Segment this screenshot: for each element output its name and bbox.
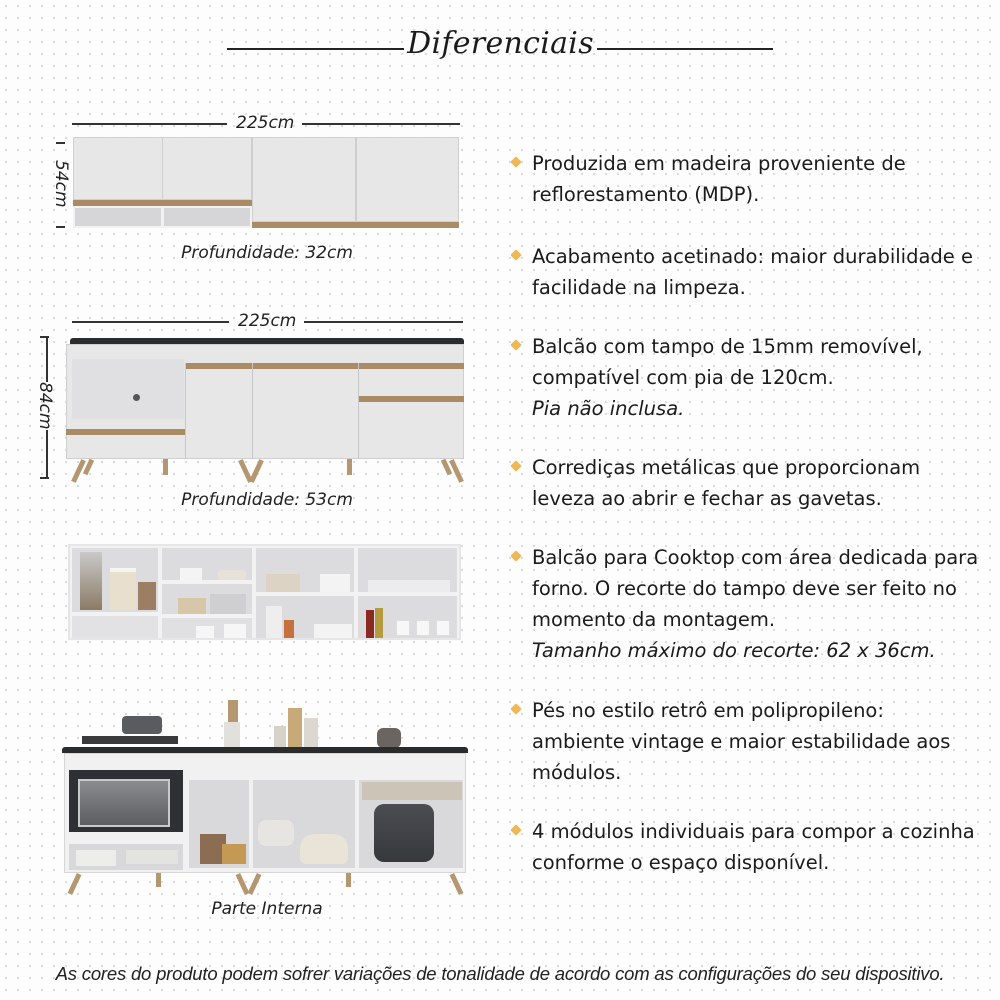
feature-text: Produzida em madeira proveniente de reflorestamento (MDP). xyxy=(532,152,906,206)
upper-depth-caption: Profundidade: 32cm xyxy=(181,243,353,263)
bowl-image xyxy=(224,624,246,638)
width-dimension-line-right xyxy=(302,123,460,125)
diamond-bullet-icon xyxy=(510,824,521,835)
door-3 xyxy=(252,137,356,222)
plates-image xyxy=(218,570,246,580)
upper-height-label: 54cm xyxy=(51,160,71,208)
glass-jar-image xyxy=(266,606,282,638)
diamond-bullet-icon xyxy=(510,339,521,350)
pot-image xyxy=(258,820,294,846)
base-height-label: 84cm xyxy=(35,382,55,430)
feature-text: Pés no estilo retrô em polipropileno: ambiente vintage e maior estabilidade aos módulos. xyxy=(532,699,951,784)
wood-strip-niche xyxy=(66,429,186,435)
diamond-bullet-icon xyxy=(510,249,521,260)
leg xyxy=(163,459,168,475)
compartment xyxy=(72,616,158,638)
door-2 xyxy=(162,137,252,200)
canister-image xyxy=(288,708,302,748)
mug-image xyxy=(396,620,410,636)
utensil-holder-image xyxy=(224,722,240,748)
height-tick-top xyxy=(56,142,65,144)
jar-image xyxy=(110,568,136,610)
leg xyxy=(248,873,262,895)
height-line-bottom xyxy=(46,430,48,478)
air-fryer-image xyxy=(374,804,434,862)
diamond-bullet-icon xyxy=(510,460,521,471)
feature-text: Balcão para Cooktop com área dedicada para forno. O recorte do tampo deve ser feito no momento da montagem. xyxy=(532,546,979,631)
base-cabinet-drawing xyxy=(66,338,466,486)
canister-image xyxy=(274,726,286,748)
bowl-image xyxy=(196,626,214,638)
cups-image xyxy=(266,574,300,592)
feature-note: Tamanho máximo do recorte: 62 x 36cm. xyxy=(532,639,936,662)
bottle-image xyxy=(366,610,374,638)
leg xyxy=(68,873,82,895)
towel-image xyxy=(126,850,178,864)
leg xyxy=(450,873,464,895)
jar-image xyxy=(222,844,246,864)
wood-strip-top xyxy=(186,363,464,369)
section-header xyxy=(0,26,1000,72)
height-tick-top xyxy=(40,336,49,338)
pot-image xyxy=(300,834,348,864)
plates-image xyxy=(314,624,352,638)
canister-image xyxy=(304,718,318,748)
base-open-figure xyxy=(62,694,468,896)
niche-divider xyxy=(161,206,164,228)
feature-text: Corrediças metálicas que proporcionam leveza ao abrir e fechar as gavetas. xyxy=(532,456,921,510)
towel-image xyxy=(76,850,116,866)
cooktop-image xyxy=(82,736,178,744)
shelf-basket xyxy=(362,782,462,800)
utensils-image xyxy=(228,700,238,722)
title-divider-left xyxy=(227,48,404,50)
container-image xyxy=(210,594,246,614)
title-divider-right xyxy=(597,48,773,50)
height-line-top xyxy=(46,336,48,382)
door-seam-3 xyxy=(358,363,359,459)
base-depth-caption: Profundidade: 53cm xyxy=(181,490,353,510)
jar-image xyxy=(138,582,156,610)
leg xyxy=(249,459,264,483)
mug-image xyxy=(416,620,430,636)
interior-caption: Parte Interna xyxy=(211,899,323,919)
feature-text: Balcão com tampo de 15mm removível, compatível com pia de 120cm. xyxy=(532,335,923,389)
door-4 xyxy=(356,137,459,222)
bottle-image xyxy=(375,608,383,638)
page-title: Diferenciais xyxy=(407,26,594,61)
leg xyxy=(156,873,161,887)
glasses-image xyxy=(368,580,450,592)
bowl-image xyxy=(377,728,401,748)
color-disclaimer: As cores do produto podem sofrer variações de tonalidade de acordo com as configurações do seu dispositivo. xyxy=(55,963,945,984)
width-dimension-line-right xyxy=(304,321,463,323)
leg xyxy=(347,459,352,475)
diamond-bullet-icon xyxy=(510,703,521,714)
upper-cabinet-drawing xyxy=(73,137,459,230)
container-image xyxy=(178,598,206,614)
upper-width-label: 225cm xyxy=(236,113,295,133)
wood-strip-bottom xyxy=(252,222,459,228)
feature-note: Pia não inclusa. xyxy=(532,397,685,420)
upper-open-figure xyxy=(68,544,461,640)
blender-image xyxy=(80,552,102,610)
bowls-image xyxy=(180,568,202,582)
door-1 xyxy=(73,137,163,200)
pot-image xyxy=(122,716,162,734)
height-tick-bottom xyxy=(40,477,49,479)
door-seam-2 xyxy=(252,363,253,459)
cable-hole xyxy=(133,394,140,401)
feature-text: 4 módulos individuais para compor a cozinha conforme o espaço disponível. xyxy=(532,820,975,874)
diamond-bullet-icon xyxy=(510,550,521,561)
plates-image xyxy=(320,574,350,592)
door-seam-1 xyxy=(185,363,186,459)
width-dimension-line-left xyxy=(72,321,229,323)
feature-text: Acabamento acetinado: maior durabilidade e facilidade na limpeza. xyxy=(532,245,973,299)
leg xyxy=(346,873,351,887)
base-width-label: 225cm xyxy=(238,311,297,331)
spice-jar-image xyxy=(284,620,294,638)
width-dimension-line-left xyxy=(72,123,227,125)
height-tick-bottom xyxy=(56,226,65,228)
diamond-bullet-icon xyxy=(510,156,521,167)
wood-strip-drawer xyxy=(359,396,464,402)
mug-image xyxy=(436,620,450,636)
oven-image xyxy=(78,779,170,827)
oven-niche xyxy=(72,359,184,419)
